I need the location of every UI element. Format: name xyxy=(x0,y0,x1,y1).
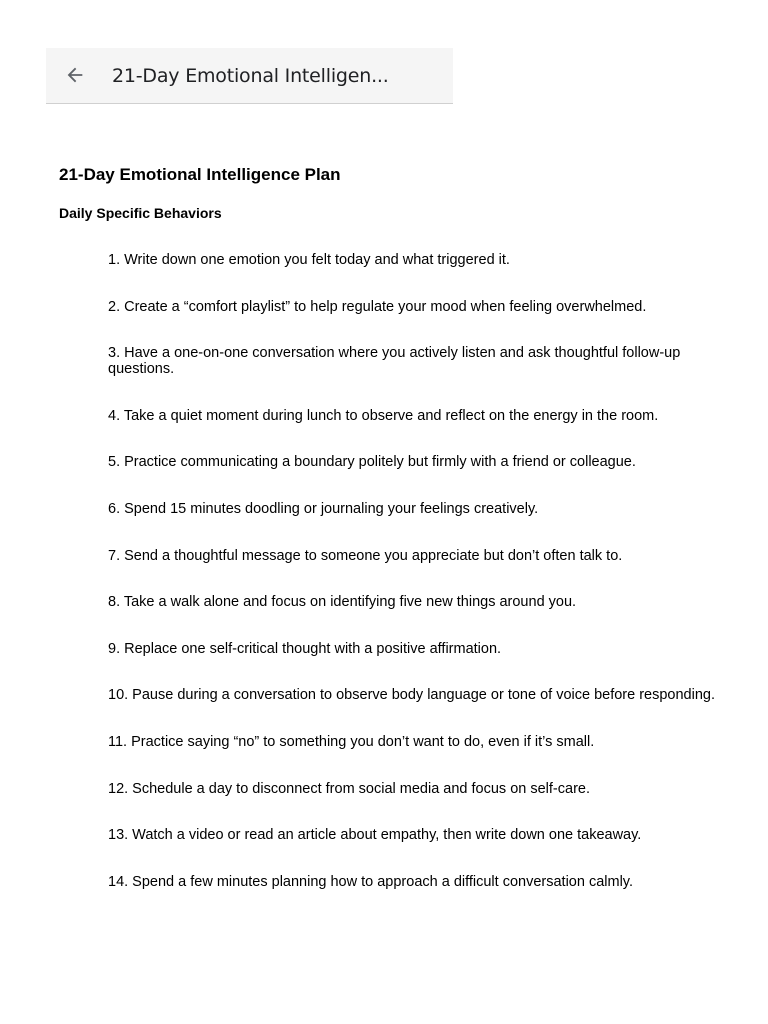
app-bar-title: 21-Day Emotional Intelligen... xyxy=(112,65,389,87)
list-item: 4. Take a quiet moment during lunch to observe and reflect on the energy in the room. xyxy=(108,407,659,424)
list-item: 6. Spend 15 minutes doodling or journaling your feelings creatively. xyxy=(108,500,539,517)
list-item: 2. Create a “comfort playlist” to help regulate your mood when feeling overwhelmed. xyxy=(108,298,647,315)
app-bar xyxy=(46,48,453,104)
arrow-left-icon xyxy=(64,64,86,86)
list-item: 10. Pause during a conversation to observe body language or tone of voice before responding. xyxy=(108,687,715,704)
section-heading: Daily Specific Behaviors xyxy=(59,205,222,221)
list-item: 7. Send a thoughtful message to someone you appreciate but don’t often talk to. xyxy=(108,547,623,564)
behavior-list xyxy=(108,252,720,920)
list-item: 14. Spend a few minutes planning how to approach a difficult conversation calmly. xyxy=(108,873,633,890)
list-item: 13. Watch a video or read an article about empathy, then write down one takeaway. xyxy=(108,827,642,844)
back-button[interactable] xyxy=(60,60,90,90)
list-item: 5. Practice communicating a boundary politely but firmly with a friend or colleague. xyxy=(108,454,636,471)
list-item: 12. Schedule a day to disconnect from social media and focus on self-care. xyxy=(108,780,590,797)
list-item: 1. Write down one emotion you felt today and what triggered it. xyxy=(108,252,510,268)
list-item: 8. Take a walk alone and focus on identifying five new things around you. xyxy=(108,594,577,611)
list-item: 11. Practice saying “no” to something you don’t want to do, even if it’s small. xyxy=(108,733,595,750)
list-item: 9. Replace one self-critical thought with a positive affirmation. xyxy=(108,640,502,657)
list-item: 3. Have a one-on-one conversation where you actively listen and ask thoughtful follow-up questions. xyxy=(108,345,681,378)
document-title: 21-Day Emotional Intelligence Plan xyxy=(59,165,341,184)
